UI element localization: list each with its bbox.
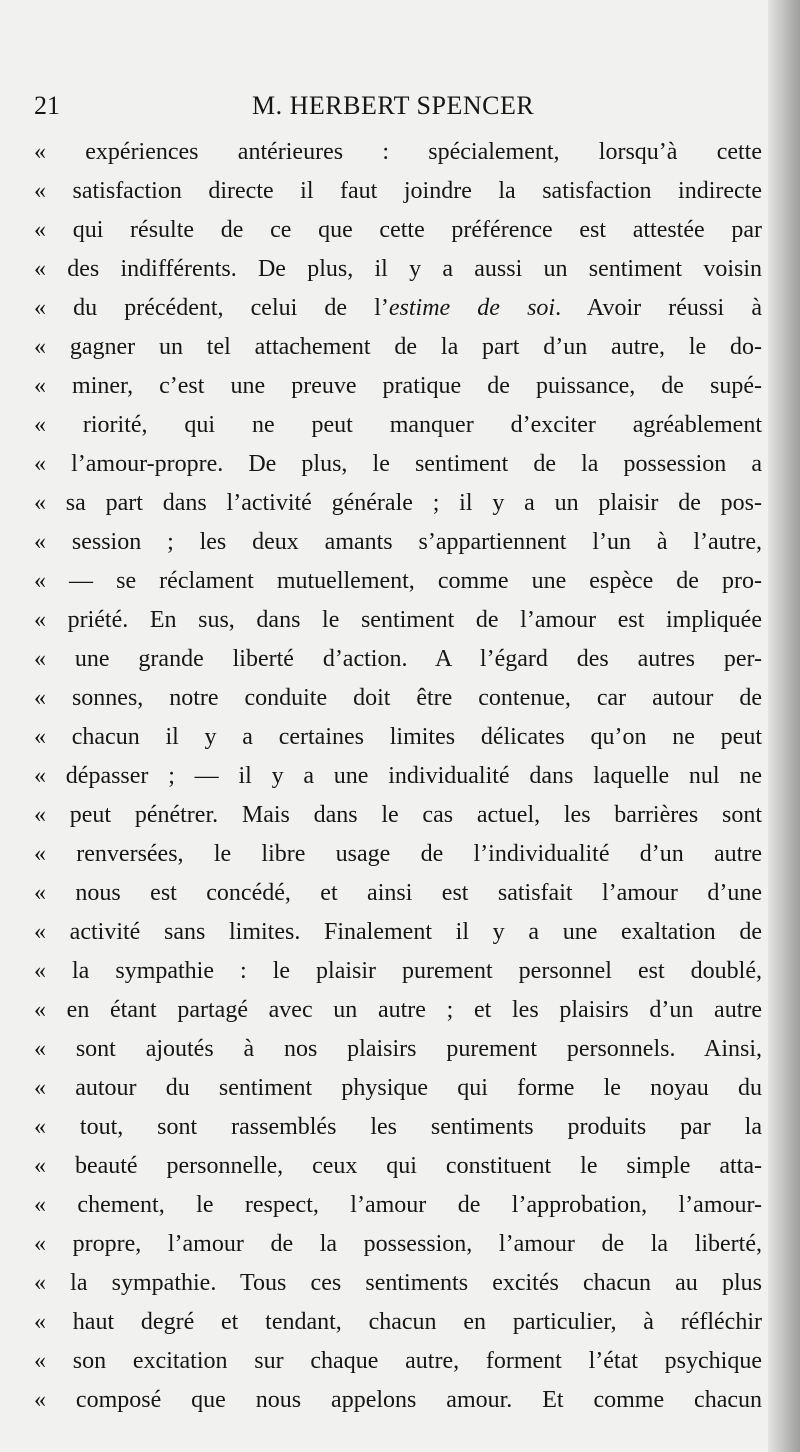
text-line: « miner, c’est une preuve pratique de puissance, de supé- xyxy=(34,373,762,399)
text-line: « beauté personnelle, ceux qui constituent le simple atta- xyxy=(34,1153,762,1179)
text-line: « sonnes, notre conduite doit être contenue, car autour de xyxy=(34,685,762,711)
text-line: « gagner un tel attachement de la part d’un autre, le do- xyxy=(34,334,762,360)
text-line: « chement, le respect, l’amour de l’approbation, l’amour- xyxy=(34,1192,762,1218)
text-line: « renversées, le libre usage de l’individualité d’un autre xyxy=(34,841,762,867)
text-line: « expériences antérieures : spécialement, lorsqu’à cette xyxy=(34,139,762,165)
text-line: « en étant partagé avec un autre ; et les plaisirs d’un autre xyxy=(34,997,762,1023)
text-line: « nous est concédé, et ainsi est satisfait l’amour d’une xyxy=(34,880,762,906)
text-line: « haut degré et tendant, chacun en particulier, à réfléchir xyxy=(34,1309,762,1335)
running-head: M. HERBERT SPENCER xyxy=(252,91,535,120)
text-line: « riorité, qui ne peut manquer d’exciter agréablement xyxy=(34,412,762,438)
page-header xyxy=(34,86,764,126)
text-line: « sa part dans l’activité générale ; il y a un plaisir de pos- xyxy=(34,490,762,516)
text-line: « du précédent, celui de l’estime de soi. Avoir réussi à xyxy=(34,295,762,321)
text-line: « une grande liberté d’action. A l’égard des autres per- xyxy=(34,646,762,672)
text-line: « qui résulte de ce que cette préférence est attestée par xyxy=(34,217,762,243)
text-line: « des indifférents. De plus, il y a aussi un sentiment voisin xyxy=(34,256,762,282)
text-line: « son excitation sur chaque autre, forment l’état psychique xyxy=(34,1348,762,1374)
text-line: « session ; les deux amants s’appartiennent l’un à l’autre, xyxy=(34,529,762,555)
text-line: « sont ajoutés à nos plaisirs purement personnels. Ainsi, xyxy=(34,1036,762,1062)
body-text xyxy=(34,133,762,1420)
page-edge-shadow xyxy=(768,0,800,1452)
page-number: 21 xyxy=(34,91,60,120)
text-line: « autour du sentiment physique qui forme le noyau du xyxy=(34,1075,762,1101)
text-line: « priété. En sus, dans le sentiment de l’amour est impliquée xyxy=(34,607,762,633)
text-line: « tout, sont rassemblés les sentiments produits par la xyxy=(34,1114,762,1140)
text-line: « chacun il y a certaines limites délicates qu’on ne peut xyxy=(34,724,762,750)
text-line: « — se réclament mutuellement, comme une espèce de pro- xyxy=(34,568,762,594)
text-line: « peut pénétrer. Mais dans le cas actuel, les barrières sont xyxy=(34,802,762,828)
text-line: « propre, l’amour de la possession, l’amour de la liberté, xyxy=(34,1231,762,1257)
text-line: « l’amour-propre. De plus, le sentiment de la possession a xyxy=(34,451,762,477)
text-line: « la sympathie : le plaisir purement personnel est doublé, xyxy=(34,958,762,984)
italic-phrase: estime de soi xyxy=(388,295,556,321)
text-line: « la sympathie. Tous ces sentiments excités chacun au plus xyxy=(34,1270,762,1296)
text-line: « satisfaction directe il faut joindre la satisfaction indirecte xyxy=(34,178,762,204)
text-line: « dépasser ; — il y a une individualité dans laquelle nul ne xyxy=(34,763,762,789)
text-line: « activité sans limites. Finalement il y a une exaltation de xyxy=(34,919,762,945)
text-line: « composé que nous appelons amour. Et comme chacun xyxy=(34,1387,762,1413)
